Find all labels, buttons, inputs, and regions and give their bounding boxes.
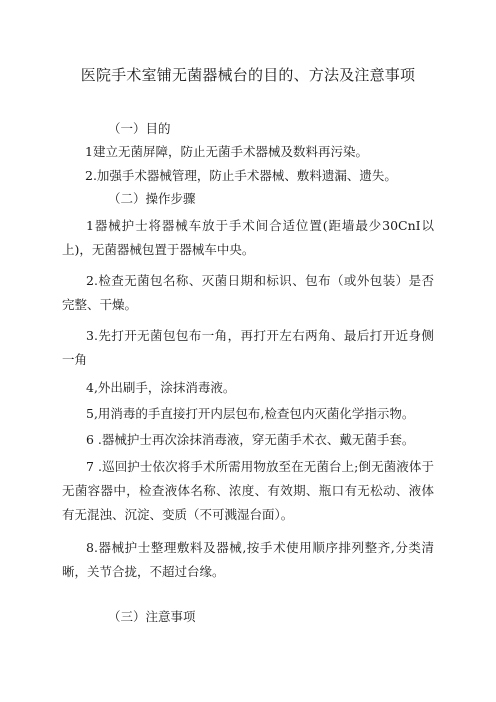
- step-8: 8.器械护士整理敷料及器械,按手术使用顺序排列整齐,分类清晰，关节合拢，不超过台缘。: [62, 540, 434, 579]
- purpose-item-1: 1建立无菌屏障，防止无菌手术器械及数料再污染。: [85, 144, 368, 159]
- section-heading-notes: （三）注意事项: [108, 609, 196, 624]
- document-title: 医院手术室铺无菌器械台的目的、方法及注意事项: [80, 66, 416, 84]
- step-1: 1器械护士将器械车放于手术间合适位置(距墙最少30CnI以上)，无菌器械包置于器械车中央。: [62, 218, 434, 257]
- section-heading-steps: （二）操作步骤: [108, 191, 196, 206]
- step-5: 5,用消毒的手直接打开内层包布,检查包内灭菌化学指示物。: [86, 406, 415, 421]
- step-2: 2.检查无菌包名称、灭菌日期和标识、包布（或外包装）是否完整、干燥。: [62, 273, 434, 312]
- section-heading-purpose: （一）目的: [108, 121, 171, 136]
- step-3: 3.先打开无菌包包布一角，再打开左右两角、最后打开近身侧一角: [62, 328, 434, 367]
- step-7: 7 .巡回护士依次将手术所需用物放至在无菌台上;倒无菌液体于无菌容器中，检查液体名称、浓度、有效期、瓶口有无松动、液体有无混浊、沉淀、变质（不可溅湿台面）。: [62, 459, 434, 522]
- step-6: 6 .器械护士再次涂抹消毒液，穿无菌手术衣、戴无菌手套。: [86, 432, 415, 447]
- purpose-item-2: 2.加强手术器械管理，防止手术器械、敷料遗漏、遗失。: [85, 168, 397, 183]
- step-4: 4,外出刷手，涂抹消毒液。: [86, 380, 236, 395]
